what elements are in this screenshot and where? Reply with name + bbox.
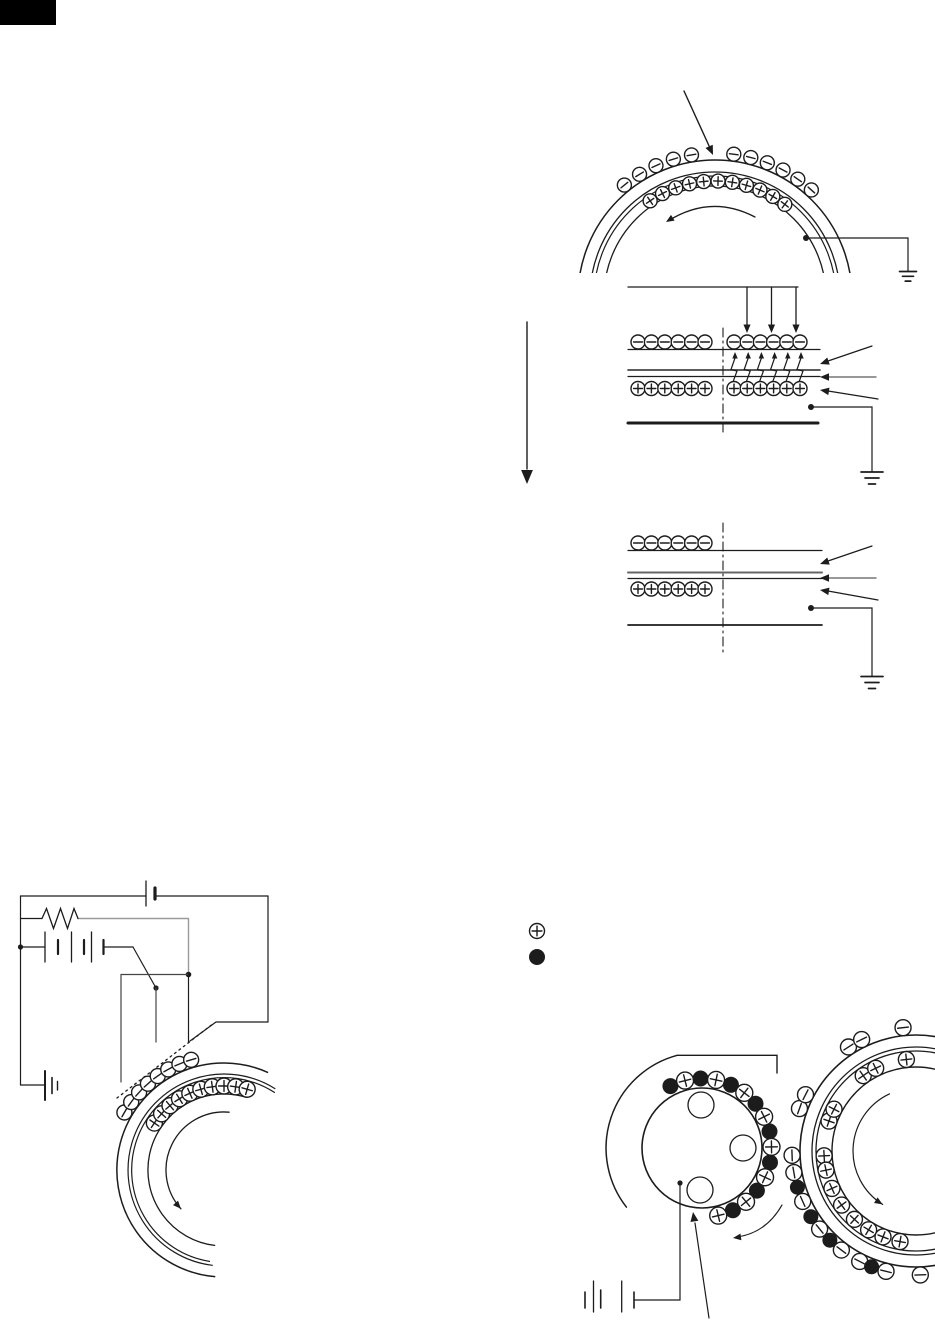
positive-charge [697, 175, 711, 189]
induced-positive-charges [146, 1078, 255, 1131]
plus-glyph-v [703, 177, 704, 186]
positive-charge [644, 382, 658, 396]
positive-charge [698, 582, 712, 596]
battery-top [146, 881, 155, 906]
pointer-head [820, 373, 829, 381]
positive-charge [658, 582, 672, 596]
positive-charge [656, 187, 670, 201]
zigzag-head [732, 352, 737, 359]
arrow-head [521, 470, 533, 484]
after-exposure-diagram [628, 523, 883, 689]
battery-bias [18, 932, 156, 988]
ground-symbol [861, 677, 883, 689]
pointer-head [820, 574, 829, 582]
negative-charge [649, 159, 663, 173]
surface-negative-charge [784, 1147, 800, 1163]
negative-charge [685, 335, 699, 349]
carrier-positive-charge [677, 1072, 694, 1089]
surface-negative-charge [798, 1087, 814, 1103]
zigzag-head [759, 352, 764, 359]
positive-charge [671, 582, 685, 596]
bias-supply [585, 1180, 683, 1312]
negative-charge [644, 335, 658, 349]
positive-charge [698, 382, 712, 396]
negative-charge [744, 151, 758, 165]
negative-charge [753, 335, 767, 349]
positive-charge [669, 181, 683, 195]
rotation-head [173, 1201, 181, 1209]
pointer-head [690, 1212, 698, 1222]
roller-outline [642, 1088, 762, 1208]
rotation-arrow [166, 1112, 229, 1209]
negative-charge-row [631, 335, 807, 349]
housing-top-line [677, 1055, 777, 1073]
carrier-positive-charge [763, 1138, 780, 1155]
drum-arc [604, 186, 826, 408]
pointer-head [820, 588, 829, 595]
negative-charge [780, 335, 794, 349]
layer-pointer-arrows [820, 346, 878, 399]
positive-charge [824, 1180, 840, 1196]
ground-wire [811, 407, 872, 472]
negative-charge [698, 536, 712, 550]
positive-charge [816, 1148, 832, 1164]
positive-charge [834, 1197, 850, 1213]
surface-negative-charge [912, 1267, 928, 1283]
attached-toner-particle [864, 1259, 879, 1274]
positive-charge [658, 382, 672, 396]
legend-positive-charge-symbol [530, 924, 545, 939]
toner-particle [693, 1071, 709, 1087]
positive-charge [780, 382, 794, 396]
negative-charge [631, 335, 645, 349]
carrier-positive-charge [756, 1108, 773, 1125]
rotation-arc [668, 206, 755, 221]
negative-charge [698, 335, 712, 349]
negative-charge [776, 163, 790, 177]
exposure-layers-diagram [628, 287, 883, 484]
positive-charge [861, 1222, 877, 1238]
sleeve-pointer-arrow [690, 1212, 709, 1318]
charger-circuit-diagram [18, 881, 275, 1277]
roller-magnet-circle [687, 1177, 713, 1203]
surface-negative-charge [854, 1032, 870, 1048]
induced-positive-charges [643, 174, 792, 211]
resistor-zigzag [42, 909, 78, 929]
rotation-head [733, 1234, 741, 1241]
positive-charge [766, 189, 780, 203]
circuit-wires [21, 896, 269, 1085]
pointer-shaft [828, 346, 872, 361]
layer-pointer-arrows [820, 546, 878, 600]
positive-charge [753, 183, 767, 197]
positive-charge [826, 1101, 842, 1117]
negative-charge [617, 178, 631, 192]
negative-charge-row [631, 536, 712, 550]
beam-head [792, 325, 799, 334]
drum-rotation-arrow [853, 1094, 889, 1205]
positive-charge [740, 382, 754, 396]
ground-symbol [861, 472, 883, 484]
pointer-shaft [828, 391, 878, 399]
positive-charge [631, 582, 645, 596]
negative-charge [633, 167, 647, 181]
negative-charge [658, 335, 672, 349]
negative-charge [740, 335, 754, 349]
positive-charge [711, 174, 725, 188]
negative-charge [644, 536, 658, 550]
surface-negative-charge [895, 1020, 911, 1036]
roller-magnet-circle [730, 1135, 756, 1161]
positive-charge [875, 1229, 891, 1245]
negative-charge [184, 1052, 199, 1067]
positive-charge [753, 382, 767, 396]
zigzag-head [772, 352, 777, 359]
surface-negative-charge [795, 1193, 811, 1209]
negative-charge [658, 536, 672, 550]
ground-symbol [900, 272, 917, 282]
zigzag-head [785, 352, 790, 359]
drum-ground [803, 235, 917, 281]
attached-toner-particle [790, 1180, 805, 1195]
negative-charge [793, 335, 807, 349]
drum-induced-positive-charges [816, 1052, 914, 1250]
negative-charge [631, 536, 645, 550]
rotation-arc [166, 1112, 229, 1209]
laser-beam-arrow [684, 91, 713, 155]
positive-charge [727, 382, 741, 396]
housing-arc [606, 1055, 677, 1207]
positive-charge [778, 197, 792, 211]
legend-toner-symbol [529, 949, 545, 965]
positive-charge [846, 1211, 862, 1227]
surface-negative-charge [786, 1165, 802, 1181]
pointer-shaft [695, 1223, 709, 1318]
positive-charge [682, 177, 696, 191]
drum-arc [816, 1051, 935, 1251]
circuit-ground [21, 1071, 58, 1100]
resistor [21, 909, 79, 929]
layers-ground [808, 605, 883, 689]
positive-charge [671, 382, 685, 396]
pointer-shaft [828, 546, 872, 561]
drum-arcs [578, 160, 852, 434]
positive-charge [725, 175, 739, 189]
drum-arc [128, 1074, 275, 1265]
positive-charge [868, 1060, 884, 1076]
carrier-positive-charge [710, 1207, 727, 1224]
corona-charger [117, 972, 214, 1098]
positive-charge [818, 1162, 834, 1178]
pointer-shaft [828, 591, 878, 600]
surface-negative-charge [878, 1263, 894, 1279]
zigzag-head [798, 352, 803, 359]
positive-charge [685, 582, 699, 596]
layers-ground [808, 404, 883, 484]
attached-toner-particle [822, 1233, 837, 1248]
positive-charge [739, 178, 753, 192]
rotation-arrow [666, 206, 755, 222]
positive-charge [892, 1234, 908, 1250]
ground-wire [811, 608, 872, 676]
negative-charge [791, 172, 805, 186]
roller-magnet-circle [688, 1092, 714, 1118]
drum-arc [578, 160, 852, 434]
shield-wire [190, 1022, 268, 1041]
toner-particle [762, 1154, 778, 1170]
toner-particle [761, 1123, 777, 1139]
pointer-head [820, 388, 829, 395]
positive-charge [685, 382, 699, 396]
negative-charge [727, 335, 741, 349]
negative-charge [684, 148, 698, 162]
negative-charge [671, 335, 685, 349]
exposure-beam [628, 287, 800, 333]
positive-charge [898, 1052, 914, 1068]
pointer-head [820, 557, 830, 564]
positive-charge [643, 194, 657, 208]
zigzag-head [745, 352, 750, 359]
developer-roller [642, 1088, 762, 1208]
positive-charge [239, 1081, 255, 1097]
legend [529, 924, 545, 966]
positive-charge [631, 382, 645, 396]
neutralization-arrows [731, 352, 804, 382]
negative-charge [685, 536, 699, 550]
carrier-positive-charge [708, 1071, 725, 1088]
attached-toner-particle [803, 1209, 818, 1224]
beam-head [768, 325, 775, 334]
negative-charge [666, 152, 680, 166]
positive-charge [644, 582, 658, 596]
plus-glyph-v [819, 1156, 830, 1157]
transition-arrow [521, 322, 533, 484]
rotation-arc [853, 1094, 889, 1205]
beam-shaft [684, 91, 710, 148]
positive-charge-row [631, 582, 712, 596]
developing-section-diagram [585, 1020, 935, 1318]
negative-charge [727, 147, 741, 161]
negative-charge [767, 335, 781, 349]
beam-head [743, 325, 750, 334]
positive-charge [793, 382, 807, 396]
pointer-head [820, 357, 830, 364]
negative-charge [804, 183, 818, 197]
negative-charge [671, 536, 685, 550]
positive-charge [767, 382, 781, 396]
corona-feed-wire [133, 947, 156, 988]
positive-charge-row [631, 382, 807, 396]
negative-charge [760, 156, 774, 170]
